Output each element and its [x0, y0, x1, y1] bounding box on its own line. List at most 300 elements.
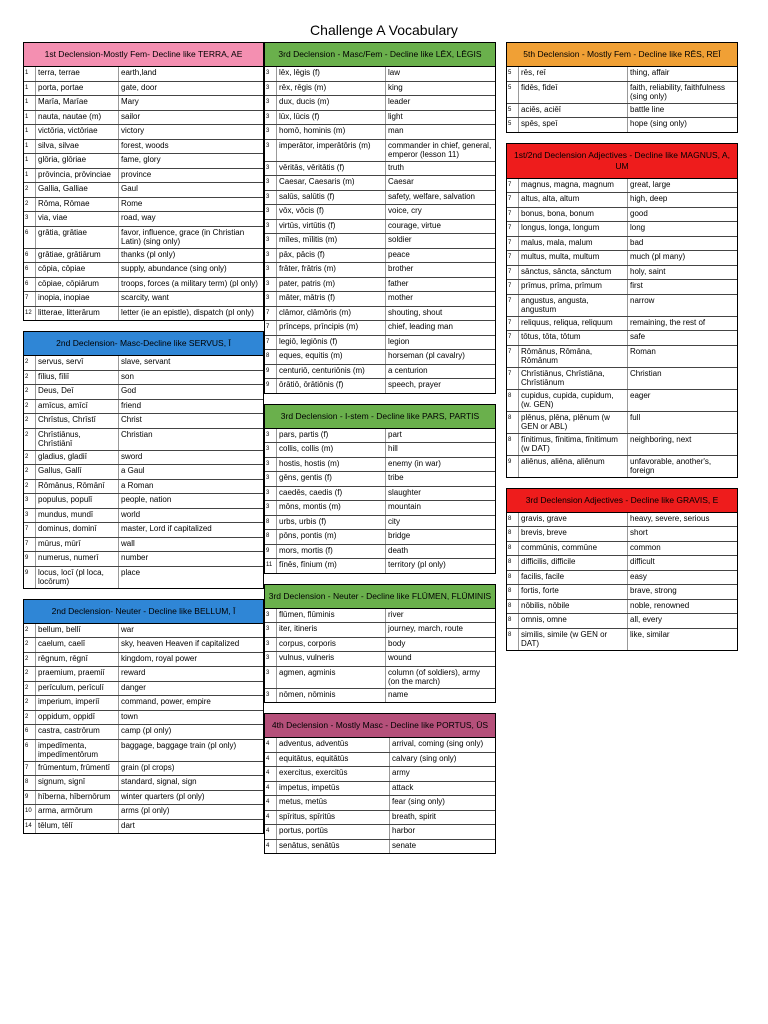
lesson-number: 7: [265, 306, 277, 321]
latin-word: nōbilis, nōbile: [519, 599, 628, 614]
lesson-number: 2: [24, 356, 36, 370]
section-res: [506, 42, 738, 133]
table-row: [265, 234, 495, 249]
english-meaning: father: [386, 277, 496, 292]
english-meaning: speech, prayer: [386, 379, 496, 393]
table-row: [507, 193, 737, 208]
table-row: [507, 570, 737, 585]
lesson-number: 3: [266, 691, 270, 698]
lesson-number: 7: [265, 321, 277, 336]
lesson-number: 8: [507, 541, 519, 556]
latin-word: nōmen, nōminis: [277, 688, 386, 702]
latin-word: Gallus, Gallī: [36, 465, 119, 480]
english-meaning: enemy (in war): [386, 457, 496, 472]
latin-word: amīcus, amīcī: [36, 399, 119, 414]
latin-word: sānctus, sāncta, sānctum: [519, 265, 628, 280]
english-meaning: horseman (pl cavalry): [386, 350, 496, 365]
lesson-number: 1: [24, 110, 36, 125]
english-meaning: battle line: [628, 103, 738, 118]
english-meaning: son: [119, 370, 264, 385]
lesson-number: 7: [507, 316, 519, 331]
lesson-number: 8: [265, 350, 277, 365]
latin-word: difficilis, difficile: [519, 556, 628, 571]
table-row: [24, 523, 263, 538]
english-meaning: bridge: [386, 530, 496, 545]
english-meaning: Christian: [119, 428, 264, 450]
section-header: 5th Declension - Mostly Fem - Decline like RĒS, REĪ: [507, 43, 737, 67]
latin-word: flūmen, flūminis: [277, 609, 386, 623]
latin-word: Chrīstiānus, Chrīstiāna, Chrīstiānum: [519, 367, 628, 389]
latin-word: terra, terrae: [36, 67, 119, 81]
latin-word: ōrātiō, ōrātiōnis (f): [277, 379, 386, 393]
english-meaning: Gaul: [119, 183, 264, 198]
lesson-number: 3: [265, 666, 277, 688]
lesson-number: 3: [265, 139, 277, 161]
table-row: [265, 125, 495, 140]
latin-word: urbs, urbis (f): [277, 515, 386, 530]
table-row: [507, 236, 737, 251]
lesson-number: 3: [265, 96, 277, 111]
table-row: [265, 609, 495, 623]
latin-word: bellum, bellī: [36, 624, 119, 638]
lesson-number: 7: [24, 292, 36, 307]
latin-word: Marīa, Marīae: [36, 96, 119, 111]
table-row: [265, 738, 495, 752]
lesson-number: 3: [265, 190, 277, 205]
english-meaning: high, deep: [628, 193, 738, 208]
table-row: [265, 652, 495, 667]
table-row: [265, 443, 495, 458]
english-meaning: sword: [119, 450, 264, 465]
table-row: [265, 176, 495, 191]
lesson-number: 2: [24, 465, 36, 480]
latin-word: Chrīstus, Chrīstī: [36, 414, 119, 429]
latin-word: victōria, victōriae: [36, 125, 119, 140]
latin-word: dominus, dominī: [36, 523, 119, 538]
english-meaning: brother: [386, 263, 496, 278]
english-meaning: tribe: [386, 472, 496, 487]
table-row: [24, 681, 263, 696]
latin-word: imperātor, imperātōris (m): [277, 139, 386, 161]
english-meaning: safety, welfare, salvation: [386, 190, 496, 205]
lesson-number: 6: [24, 248, 36, 263]
table-row: [507, 345, 737, 367]
english-meaning: slave, servant: [119, 356, 264, 370]
section-header: 2nd Declension- Neuter - Decline like BELLUM, Ī: [24, 600, 263, 624]
table-row: [265, 110, 495, 125]
latin-word: porta, portae: [36, 81, 119, 96]
english-meaning: light: [386, 110, 496, 125]
english-meaning: voice, cry: [386, 205, 496, 220]
latin-word: gladius, gladiī: [36, 450, 119, 465]
latin-word: agmen, agminis: [277, 666, 386, 688]
table-row: [265, 350, 495, 365]
table-row: [24, 414, 263, 429]
table-row: [265, 637, 495, 652]
english-meaning: death: [386, 544, 496, 559]
table-row: [24, 624, 263, 638]
english-meaning: gate, door: [119, 81, 264, 96]
latin-word: exercitus, exercitūs: [277, 767, 390, 782]
english-meaning: holy, saint: [628, 265, 738, 280]
table-row: [24, 428, 263, 450]
lesson-number: 3: [265, 609, 277, 623]
table-row: [507, 118, 737, 132]
table-row: [265, 306, 495, 321]
english-meaning: Christian: [628, 367, 738, 389]
latin-word: mīles, mīlitis (m): [277, 234, 386, 249]
table-row: [24, 725, 263, 740]
latin-word: adventus, adventūs: [277, 738, 390, 752]
section-header: 3rd Declension - I-stem - Decline like PARS, PARTIS: [265, 405, 495, 429]
lesson-number: 14: [25, 822, 32, 829]
section-terra: [23, 42, 264, 321]
lesson-number: 7: [507, 207, 519, 222]
latin-word: Rōmānus, Rōmānī: [36, 479, 119, 494]
lesson-number: 3: [265, 623, 277, 638]
english-meaning: thanks (pl only): [119, 248, 264, 263]
latin-word: hostis, hostis (m): [277, 457, 386, 472]
table-row: [24, 212, 263, 227]
table-row: [24, 356, 263, 370]
english-meaning: journey, march, route: [386, 623, 496, 638]
table-row: [24, 638, 263, 653]
table-row: [265, 486, 495, 501]
table-row: [24, 183, 263, 198]
table-row: [265, 263, 495, 278]
latin-word: facilis, facile: [519, 570, 628, 585]
latin-word: homō, hominis (m): [277, 125, 386, 140]
table-row: [507, 251, 737, 266]
vocab-table: [24, 356, 263, 588]
latin-word: brevis, breve: [519, 527, 628, 542]
latin-word: perīculum, perīculī: [36, 681, 119, 696]
latin-word: Rōma, Rōmae: [36, 197, 119, 212]
english-meaning: victory: [119, 125, 264, 140]
table-row: [24, 790, 263, 805]
english-meaning: hill: [386, 443, 496, 458]
table-row: [265, 81, 495, 96]
table-row: [507, 316, 737, 331]
table-row: [265, 767, 495, 782]
lesson-number: 7: [507, 179, 519, 193]
column-right: [506, 42, 738, 661]
latin-word: tēlum, tēlī: [36, 819, 119, 833]
english-meaning: legion: [386, 335, 496, 350]
lesson-number: 2: [24, 652, 36, 667]
table-row: [265, 530, 495, 545]
lesson-number: 11: [266, 562, 273, 568]
vocab-table: [24, 624, 263, 834]
table-row: [265, 457, 495, 472]
latin-word: portus, portūs: [277, 825, 390, 840]
latin-word: commūnis, commūne: [519, 541, 628, 556]
english-meaning: man: [386, 125, 496, 140]
table-row: [507, 556, 737, 571]
table-row: [507, 513, 737, 527]
latin-word: locus, locī (pl loca, locōrum): [36, 566, 119, 588]
lesson-number: 3: [265, 652, 277, 667]
section-header: 3rd Declension - Masc/Fem - Decline like LĒX, LĒGIS: [265, 43, 495, 67]
english-meaning: body: [386, 637, 496, 652]
table-row: [24, 566, 263, 588]
table-row: [265, 515, 495, 530]
table-row: [24, 306, 263, 320]
lesson-number: 7: [507, 280, 519, 295]
table-row: [265, 623, 495, 638]
section-header: 2nd Declension- Masc-Decline like SERVUS, Ī: [24, 332, 263, 356]
latin-word: legiō, legiōnis (f): [277, 335, 386, 350]
english-meaning: scarcity, want: [119, 292, 264, 307]
lesson-number: 3: [265, 637, 277, 652]
table-row: [265, 501, 495, 516]
english-meaning: leader: [386, 96, 496, 111]
english-meaning: territory (pl only): [386, 559, 496, 573]
latin-word: māter, mātris (f): [277, 292, 386, 307]
english-meaning: narrow: [628, 294, 738, 316]
latin-word: caedēs, caedis (f): [277, 486, 386, 501]
english-meaning: sky, heaven Heaven if capitalized: [119, 638, 264, 653]
table-row: [24, 508, 263, 523]
english-meaning: Christ: [119, 414, 264, 429]
latin-word: vēritās, vēritātis (f): [277, 161, 386, 176]
table-row: [24, 277, 263, 292]
table-row: [265, 277, 495, 292]
lesson-number: 6: [24, 277, 36, 292]
lesson-number: 9: [24, 790, 36, 805]
lesson-number: 1: [24, 154, 36, 169]
english-meaning: truth: [386, 161, 496, 176]
table-row: [265, 321, 495, 336]
latin-word: prīmus, prīma, prīmum: [519, 280, 628, 295]
latin-word: nauta, nautae (m): [36, 110, 119, 125]
english-meaning: grain (pl crops): [119, 761, 264, 776]
english-meaning: law: [386, 67, 496, 81]
lesson-number: 4: [265, 781, 277, 796]
lesson-number: 2: [24, 710, 36, 725]
table-row: [24, 465, 263, 480]
table-row: [24, 139, 263, 154]
lesson-number: 3: [265, 443, 277, 458]
lesson-number: 2: [24, 370, 36, 385]
table-row: [265, 752, 495, 767]
table-row: [507, 585, 737, 600]
lesson-number: 2: [24, 624, 36, 638]
lesson-number: 9: [24, 552, 36, 567]
lesson-number: 5: [507, 103, 519, 118]
english-meaning: master, Lord if capitalized: [119, 523, 264, 538]
english-meaning: sailor: [119, 110, 264, 125]
table-row: [265, 688, 495, 702]
lesson-number: 3: [265, 429, 277, 443]
table-row: [24, 125, 263, 140]
english-meaning: fame, glory: [119, 154, 264, 169]
table-row: [24, 537, 263, 552]
vocab-table: [507, 179, 737, 477]
section-portus: [264, 713, 496, 854]
latin-word: impedīmenta, impedīmentōrum: [36, 739, 119, 761]
lesson-number: 7: [507, 345, 519, 367]
table-row: [24, 81, 263, 96]
table-row: [507, 433, 737, 455]
lesson-number: 9: [265, 364, 277, 379]
english-meaning: wall: [119, 537, 264, 552]
lesson-number: 7: [507, 265, 519, 280]
latin-word: angustus, angusta, angustum: [519, 294, 628, 316]
english-meaning: part: [386, 429, 496, 443]
lesson-number: 8: [24, 776, 36, 791]
table-row: [24, 96, 263, 111]
table-row: [265, 67, 495, 81]
table-row: [507, 541, 737, 556]
lesson-number: 3: [24, 494, 36, 509]
table-row: [265, 544, 495, 559]
latin-word: magnus, magna, magnum: [519, 179, 628, 193]
latin-word: eques, equitis (m): [277, 350, 386, 365]
lesson-number: 8: [507, 433, 519, 455]
english-meaning: arrival, coming (sing only): [390, 738, 496, 752]
english-meaning: a centurion: [386, 364, 496, 379]
lesson-number: 1: [24, 96, 36, 111]
latin-word: aliēnus, aliēna, aliēnum: [519, 455, 628, 477]
latin-word: silva, silvae: [36, 139, 119, 154]
lesson-number: 3: [265, 277, 277, 292]
lesson-number: 7: [507, 251, 519, 266]
lesson-number: 4: [266, 842, 270, 849]
table-row: [507, 207, 737, 222]
latin-word: similis, simile (w GEN or DAT): [519, 628, 628, 650]
lesson-number: 7: [507, 193, 519, 208]
lesson-number: 1: [24, 168, 36, 183]
latin-word: collis, collis (m): [277, 443, 386, 458]
lesson-number: 8: [507, 556, 519, 571]
latin-word: pāx, pācis (f): [277, 248, 386, 263]
lesson-number: 3: [265, 176, 277, 191]
english-meaning: column (of soldiers), army (on the march): [386, 666, 496, 688]
lesson-number: 8: [507, 389, 519, 411]
lesson-number: 7: [265, 335, 277, 350]
english-meaning: heavy, severe, serious: [628, 513, 738, 527]
latin-word: pater, patris (m): [277, 277, 386, 292]
latin-word: longus, longa, longum: [519, 222, 628, 237]
english-meaning: river: [386, 609, 496, 623]
table-row: [507, 294, 737, 316]
latin-word: mundus, mundī: [36, 508, 119, 523]
english-meaning: difficult: [628, 556, 738, 571]
lesson-number: 3: [265, 292, 277, 307]
vocab-table: [507, 67, 737, 132]
lesson-number: 9: [508, 458, 512, 465]
table-row: [24, 776, 263, 791]
table-row: [507, 280, 737, 295]
table-row: [507, 389, 737, 411]
lesson-number: 2: [24, 428, 36, 450]
english-meaning: all, every: [628, 614, 738, 629]
english-meaning: senate: [390, 839, 496, 853]
table-row: [24, 761, 263, 776]
latin-word: metus, metūs: [277, 796, 390, 811]
english-meaning: shouting, shout: [386, 306, 496, 321]
latin-word: signum, signī: [36, 776, 119, 791]
english-meaning: bad: [628, 236, 738, 251]
latin-word: frūmentum, frūmentī: [36, 761, 119, 776]
lesson-number: 3: [265, 472, 277, 487]
latin-word: plēnus, plēna, plēnum (w GEN or ABL): [519, 411, 628, 433]
lesson-number: 5: [508, 121, 512, 127]
lesson-number: 7: [24, 537, 36, 552]
lesson-number: 10: [24, 805, 36, 820]
latin-word: reliquus, reliqua, reliquum: [519, 316, 628, 331]
english-meaning: commander in chief, general, emperor (lesson 11): [386, 139, 496, 161]
english-meaning: command, power, empire: [119, 696, 264, 711]
latin-word: senātus, senātūs: [277, 839, 390, 853]
latin-word: prōvincia, prōvinciae: [36, 168, 119, 183]
section-pars: [264, 404, 496, 574]
lesson-number: 4: [265, 825, 277, 840]
table-row: [24, 450, 263, 465]
lesson-number: 9: [265, 544, 277, 559]
table-row: [265, 472, 495, 487]
table-row: [265, 219, 495, 234]
english-meaning: unfavorable, another's, foreign: [628, 455, 738, 477]
lesson-number: 2: [24, 638, 36, 653]
lesson-number: 7: [507, 222, 519, 237]
english-meaning: like, similar: [628, 628, 738, 650]
table-row: [265, 190, 495, 205]
english-meaning: hope (sing only): [628, 118, 738, 132]
table-row: [24, 805, 263, 820]
latin-word: dux, ducis (m): [277, 96, 386, 111]
table-row: [24, 494, 263, 509]
lesson-number: 3: [265, 205, 277, 220]
lesson-number: 3: [265, 161, 277, 176]
latin-word: clāmor, clāmōris (m): [277, 306, 386, 321]
table-row: [507, 265, 737, 280]
lesson-number: 7: [507, 331, 519, 346]
table-row: [507, 67, 737, 81]
english-meaning: mountain: [386, 501, 496, 516]
lesson-number: 3: [265, 219, 277, 234]
english-meaning: supply, abundance (sing only): [119, 263, 264, 278]
latin-word: multus, multa, multum: [519, 251, 628, 266]
table-row: [265, 825, 495, 840]
page-title: Challenge A Vocabulary: [310, 22, 458, 38]
latin-word: prīnceps, prīncipis (m): [277, 321, 386, 336]
english-meaning: a Roman: [119, 479, 264, 494]
table-row: [24, 370, 263, 385]
latin-word: mors, mortis (f): [277, 544, 386, 559]
section-servus: [23, 331, 264, 589]
english-meaning: neighboring, next: [628, 433, 738, 455]
lesson-number: 3: [265, 457, 277, 472]
english-meaning: remaining, the rest of: [628, 316, 738, 331]
lesson-number: 5: [507, 81, 519, 103]
lesson-number: 4: [265, 796, 277, 811]
latin-word: numerus, numerī: [36, 552, 119, 567]
lesson-number: 3: [265, 486, 277, 501]
english-meaning: chief, leading man: [386, 321, 496, 336]
table-row: [24, 110, 263, 125]
table-row: [24, 667, 263, 682]
table-row: [265, 248, 495, 263]
english-meaning: much (pl many): [628, 251, 738, 266]
table-row: [265, 781, 495, 796]
latin-word: Deus, Deī: [36, 385, 119, 400]
latin-word: mūrus, mūrī: [36, 537, 119, 552]
lesson-number: 7: [24, 761, 36, 776]
english-meaning: friend: [119, 399, 264, 414]
latin-word: fortis, forte: [519, 585, 628, 600]
